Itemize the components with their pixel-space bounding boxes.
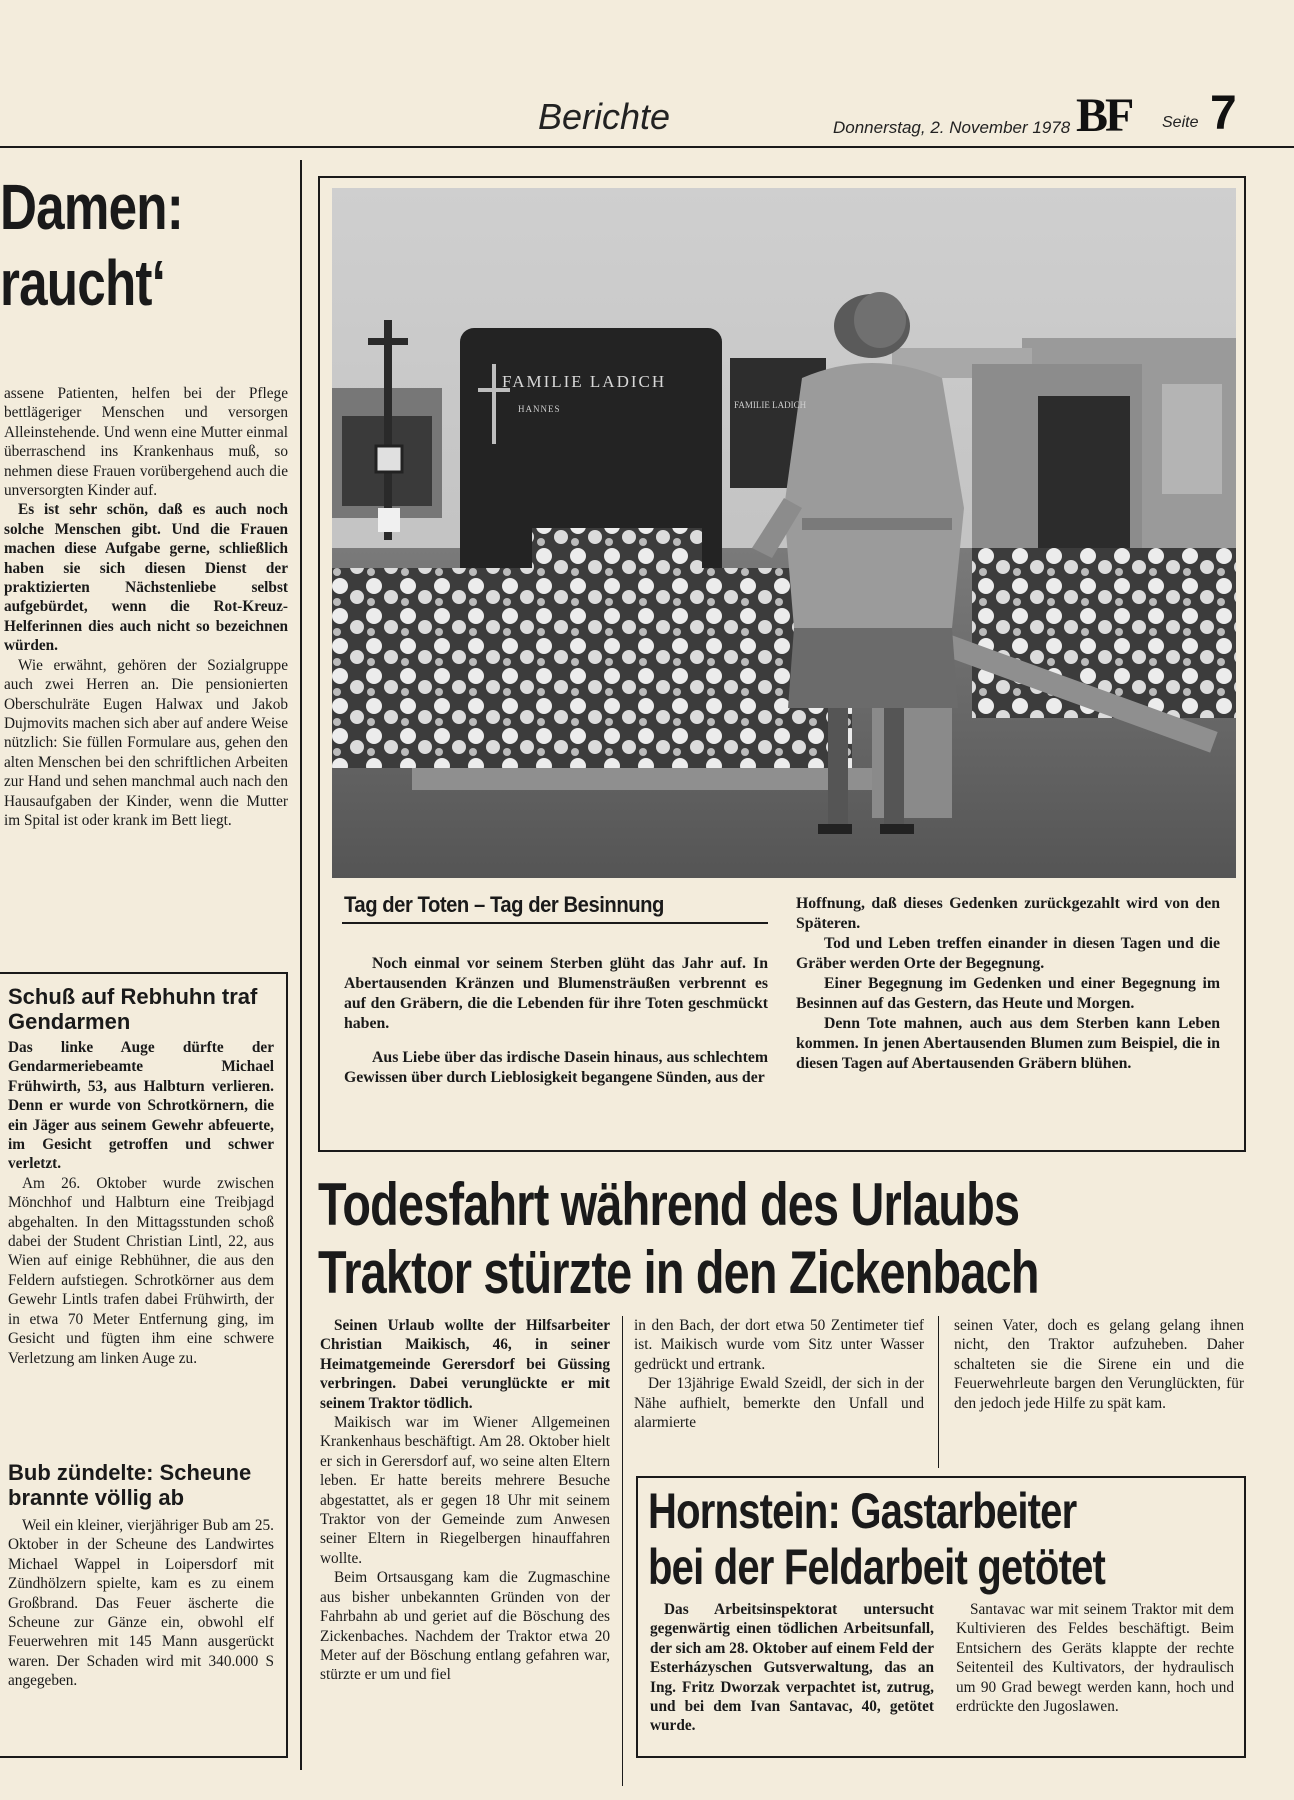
bub-article: [8, 1460, 274, 1691]
paragraph: seinen Vater, doch es gelang gelang ihnen nicht, den Traktor aufzuheben. Daher schalteten sie die Sirene ein und die Feuerwehrleute bargen den Verunglückten, für den jedoch jede Hilfe zu spät kam.: [954, 1317, 1244, 1412]
todesfahrt-col3: [954, 1316, 1244, 1413]
todesfahrt-headline-line1: Todesfahrt während des Urlaubs: [318, 1171, 1020, 1238]
paragraph: Der 13jährige Ewald Szeidl, der sich in der Nähe aufhielt, bemerkte den Unfall und alarmierte: [634, 1375, 924, 1432]
totentag-col1: [344, 954, 768, 1088]
left-headline-line1: Damen:: [0, 171, 183, 243]
totentag-col2: [796, 894, 1220, 1074]
grave-inscription-right: FAMILIE LADICH: [734, 400, 807, 410]
schuss-article: [8, 984, 274, 1368]
hornstein-headline-line2: bei der Feldarbeit getötet: [648, 1539, 1106, 1595]
paragraph: in den Bach, der dort etwa 50 Zentimeter tief ist. Maikisch wurde vom Sitz unter Wasser gedrückt und ertrank.: [634, 1317, 924, 1373]
paragraph: Santavac war mit seinem Traktor mit dem Kultivieren des Feldes beschäftigt. Beim Entsichern des Geräts klappte der rechte Seitenteil des Kultivators, der hydraulisch um 90 Grad bewegt werden kann, hoch und erdrückte den Jugoslawen.: [956, 1601, 1234, 1716]
column-rule-left: [300, 160, 302, 1770]
section-title: Berichte: [538, 96, 671, 137]
hornstein-col1: [650, 1600, 934, 1736]
paragraph: Es ist sehr schön, daß es auch noch solche Menschen gibt. Und die Frauen machen diese Aufgabe gerne, schließlich haben sie sich diesen Dienst der praktizierten Nächstenliebe selbst aufgebürdet, wenn die Rot-Kreuz-Helferinnen dies auch nicht so bezeichnen würden.: [4, 501, 288, 655]
paragraph: Wie erwähnt, gehören der Sozialgruppe auch zwei Herren an. Die pensionierten Oberschulräte Eugen Halwax und Jakob Dujmovits machen sich aber auf andere Weise nützlich: Sie füllen Formulare aus, gehen den alten Menschen bei den schriftlichen Arbeiten zur Hand und sehen manchmal auch nach den Hausaufgaben der Kinder, wenn die Mutter im Spital ist oder krank im Bett liegt.: [4, 656, 288, 829]
paragraph: Tod und Leben treffen einander in diesen Tagen und die Gräber werden Orte der Begegnung.: [796, 935, 1220, 972]
paragraph: Maikisch war im Wiener Allgemeinen Krankenhaus beschäftigt. Am 28. Oktober hielt er sich in Gerersdorf auf, wo seine alten Eltern leben. Er hatte bereits mehrere Besuche abgestattet, als er gegen 18 Uhr mit seinem Traktor von der Gemeinde zum Anwesen seiner Eltern in Riegelbergen hinauffahren wollte.: [320, 1414, 610, 1567]
page-label: Seite: [1162, 114, 1199, 131]
paragraph: Das Arbeitsinspektorat untersucht gegenwärtig einen tödlichen Arbeitsunfall, der sich am 28. Oktober auf einem Feld der Esterházyschen Gutsverwaltung, das an Ing. Fritz Dworzak verpachtet ist, zutrug, und bei dem Ivan Santavac, 40, getötet wurde.: [650, 1601, 934, 1735]
hornstein-col2: [956, 1600, 1234, 1716]
column-rule-todesfahrt-1: [622, 1316, 623, 1786]
paragraph: Beim Ortsausgang kam die Zugmaschine aus bisher unbekannten Gründen von der Fahrbahn ab und geriet auf die Böschung des Zickenbaches. Nachdem der Traktor etwa 20 Meter auf der Böschung entlang gefahren war, stürzte er um und fiel: [320, 1569, 610, 1684]
issue-date: Donnerstag, 2. November 1978: [833, 118, 1071, 137]
masthead-logo: BF: [1076, 89, 1132, 142]
header-rule: [0, 146, 1294, 148]
paragraph: Einer Begegnung im Gedenken und einer Begegnung im Besinnen auf das Gestern, das Heute und Morgen.: [796, 975, 1220, 1012]
totentag-headline: Tag der Toten – Tag der Besinnung: [344, 892, 664, 917]
column-rule-todesfahrt-2: [938, 1316, 939, 1468]
paragraph: Aus Liebe über das irdische Dasein hinaus, aus schlechtem Gewissen über durch Lieblosigkeit begangene Sünden, aus der: [344, 1049, 768, 1086]
left-headline-line2: raucht‘: [0, 247, 166, 319]
todesfahrt-col1: [320, 1316, 610, 1685]
cemetery-photo: [332, 188, 1236, 878]
grave-inscription-name: HANNES: [518, 404, 561, 414]
bub-headline: Bub zündelte: Scheune brannte völlig ab: [8, 1460, 252, 1510]
paragraph: assene Patienten, helfen bei der Pflege bettlägeriger Menschen und versorgen Alleinstehende. Und wenn eine Mutter einmal überraschend ins Krankenhaus muß, so nehmen diese Frauen vorübergehend auch die unversorgten Kinder auf.: [4, 385, 288, 500]
todesfahrt-headline-line2: Traktor stürzte in den Zickenbach: [318, 1239, 1039, 1306]
paragraph: Hoffnung, daß dieses Gedenken zurückgezahlt wird von den Späteren.: [796, 895, 1220, 932]
schuss-headline: Schuß auf Rebhuhn traf Gendarmen: [8, 984, 258, 1034]
cemetery-photo-image: [332, 188, 1236, 878]
paragraph: Noch einmal vor seinem Sterben glüht das Jahr auf. In Abertausenden Kränzen und Blumensträußen verbrennt es auf den Gräbern, die die Lebenden für ihre Toten geschmückt haben.: [344, 955, 768, 1032]
left-article-body: [4, 384, 288, 830]
grave-inscription: FAMILIE LADICH: [502, 372, 667, 391]
bub-body: Weil ein kleiner, vierjähriger Bub am 25. Oktober in der Scheune des Landwirtes Michael Wappel in Loipersdorf mit Zündhölzern spielte, kam es zu einem Großbrand. Das Feuer äscherte die Scheune zur Gänze ein, obwohl elf Feuerwehren mit 145 Mann ausgerückt waren. Der Schaden wird mit 340.000 S angegeben.: [8, 1517, 274, 1690]
schuss-body: Am 26. Oktober wurde zwischen Mönchhof und Halbturn eine Treibjagd abgehalten. In den Mittagsstunden schoß dabei der Student Christian Lintl, 22, aus Wien auf einige Rebhühner, die aus den Feldern aufstiegen. Schrotkörner aus dem Gewehr Lintls trafen dabei Frühwirth, der in etwa 70 Meter Entfernung ging, im Gesicht und fügten ihm eine schwere Verletzung am linken Auge zu.: [8, 1174, 274, 1367]
todesfahrt-col2: [634, 1316, 924, 1432]
page-number: 7: [1210, 87, 1237, 140]
totentag-headline-rule: [342, 922, 768, 924]
schuss-lead: Das linke Auge dürfte der Gendarmeriebeamte Michael Frühwirth, 53, aus Halbturn verlieren. Denn er wurde von Schrotkörnern, die ein Jäger aus seinem Gewehr abfeuerte, im Gesicht getroffen und schwer verletzt.: [8, 1039, 274, 1173]
paragraph: Seinen Urlaub wollte der Hilfsarbeiter Christian Maikisch, 46, in seiner Heimatgemeinde Gerersdorf bei Güssing verbringen. Dabei verunglückte er mit seinem Traktor tödlich.: [320, 1317, 610, 1412]
paragraph: Denn Tote mahnen, auch aus dem Sterben kann Leben kommen. In jenen Abertausenden Blumen zum Beispiel, die in diesen Tagen auf Abertausenden Gräbern blühen.: [796, 1015, 1220, 1072]
hornstein-headline-line1: Hornstein: Gastarbeiter: [648, 1483, 1077, 1539]
